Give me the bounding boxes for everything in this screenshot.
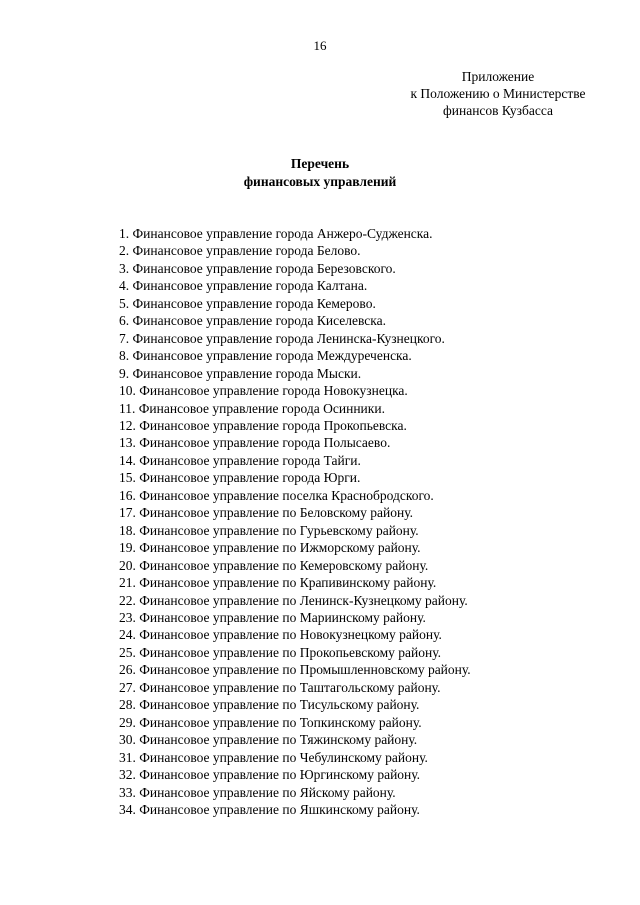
list-item: 12. Финансовое управление города Прокопьевска. — [119, 417, 407, 433]
list-item: 16. Финансовое управление поселка Краснобродского. — [119, 487, 434, 503]
page-number: 16 — [313, 38, 327, 53]
list-item: 4. Финансовое управление города Калтана. — [119, 278, 368, 294]
list-item: 9. Финансовое управление города Мыски. — [119, 365, 362, 381]
list-item: 26. Финансовое управление по Промышленновскому району. — [119, 662, 471, 678]
list-item: 14. Финансовое управление города Тайги. — [119, 452, 361, 468]
appendix-line-2: к Положению о Министерстве — [410, 86, 586, 101]
list-item: 23. Финансовое управление по Мариинскому району. — [119, 609, 426, 625]
list-item: 22. Финансовое управление по Ленинск-Кузнецкому району. — [119, 592, 468, 608]
list-item: 33. Финансовое управление по Яйскому району. — [119, 784, 396, 800]
list-item: 7. Финансовое управление города Ленинска-Кузнецкого. — [119, 330, 445, 346]
list-item: 29. Финансовое управление по Топкинскому району. — [119, 714, 422, 730]
appendix-header — [380, 68, 616, 119]
list-item: 8. Финансовое управление города Междуреченска. — [119, 348, 412, 364]
list-item: 5. Финансовое управление города Кемерово. — [119, 295, 376, 311]
financial-departments-list — [119, 225, 471, 818]
list-item: 25. Финансовое управление по Прокопьевскому району. — [119, 644, 441, 660]
list-item: 32. Финансовое управление по Юргинскому району. — [119, 767, 421, 783]
title-line-1: Перечень — [290, 156, 350, 171]
list-item: 27. Финансовое управление по Таштагольскому району. — [119, 679, 441, 695]
list-item: 11. Финансовое управление города Осинники. — [119, 400, 385, 416]
list-item: 21. Финансовое управление по Крапивинскому району. — [119, 575, 437, 591]
list-item: 34. Финансовое управление по Яшкинскому району. — [119, 801, 420, 817]
title-line-2: финансовых управлений — [243, 174, 397, 189]
list-item: 13. Финансовое управление города Полысаево. — [119, 435, 391, 451]
list-item: 15. Финансовое управление города Юрги. — [119, 470, 361, 486]
list-item: 10. Финансовое управление города Новокузнецка. — [119, 383, 408, 399]
document-title — [0, 155, 640, 191]
appendix-line-1: Приложение — [461, 69, 535, 84]
list-item: 24. Финансовое управление по Новокузнецкому району. — [119, 627, 442, 643]
list-item: 31. Финансовое управление по Чебулинскому району. — [119, 749, 428, 765]
list-item: 28. Финансовое управление по Тисульскому району. — [119, 697, 420, 713]
list-item: 19. Финансовое управление по Ижморскому району. — [119, 540, 421, 556]
list-item: 2. Финансовое управление города Белово. — [119, 243, 361, 259]
list-item: 6. Финансовое управление города Киселевска. — [119, 313, 387, 329]
list-item: 30. Финансовое управление по Тяжинскому району. — [119, 732, 418, 748]
list-item: 18. Финансовое управление по Гурьевскому району. — [119, 522, 419, 538]
list-item: 3. Финансовое управление города Березовского. — [119, 260, 396, 276]
list-item: 20. Финансовое управление по Кемеровскому району. — [119, 557, 429, 573]
appendix-line-3: финансов Кузбасса — [443, 103, 553, 118]
list-item: 1. Финансовое управление города Анжеро-Судженска. — [119, 226, 433, 241]
list-item: 17. Финансовое управление по Беловскому району. — [119, 505, 413, 521]
